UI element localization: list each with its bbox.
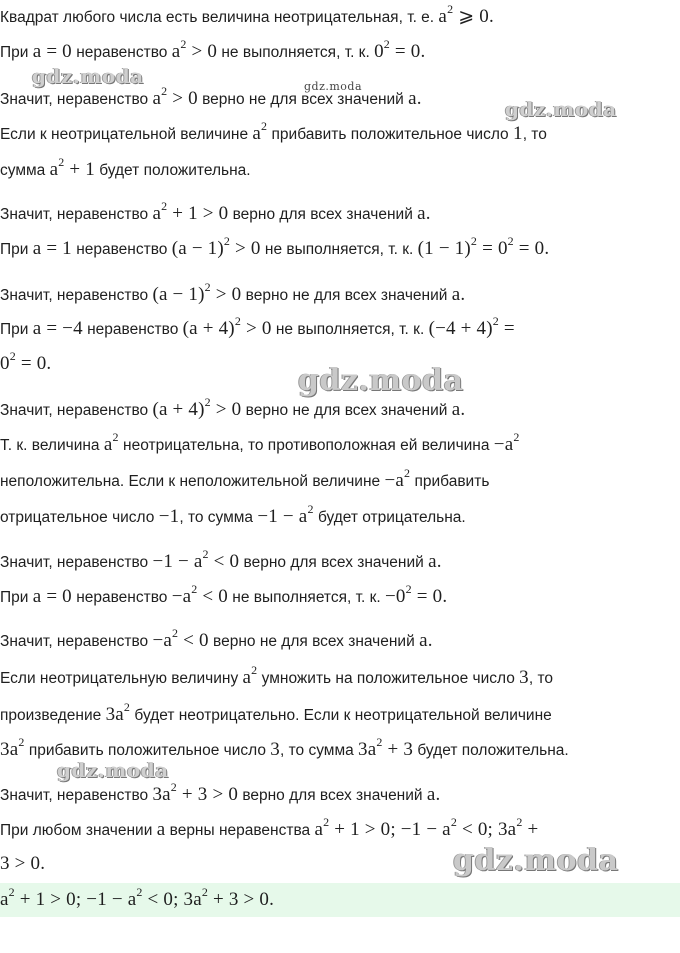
math-expression: a = 0 xyxy=(32,41,72,62)
math-expression: $-a^2$ xyxy=(493,430,520,455)
line-text: , то сумма xyxy=(179,509,258,526)
math-expression: $a^2 + 1 > 0$ xyxy=(152,199,229,224)
line-text: верно не для всех значений xyxy=(241,402,452,419)
line-text: неположительна. Если к неположительной величине xyxy=(0,473,385,490)
math-expression: a = 0 xyxy=(32,586,72,607)
text-line xyxy=(0,466,680,493)
text-line xyxy=(0,502,680,529)
watermark-logo: gdz.moda xyxy=(505,97,617,121)
math-expression: $(a + 4)^2 > 0$ xyxy=(182,314,272,339)
math-expression: 1 xyxy=(512,123,523,144)
text-line xyxy=(0,119,680,146)
line-text: неотрицательна, то противоположная ей величина xyxy=(118,437,494,454)
math-expression: $a^2$ xyxy=(242,663,258,688)
math-expression: a. xyxy=(408,88,422,109)
line-text: , то xyxy=(522,126,547,143)
math-expression: $a^2 > 0$ xyxy=(152,84,198,109)
line-text: , то сумма xyxy=(280,742,359,759)
line-text: Т. к. величина xyxy=(0,437,104,454)
line-text: не выполняется, т. к. xyxy=(217,44,375,61)
math-expression: $a^2 + 1 > 0$; $-1 - a^2 < 0$; $3a^2$ + xyxy=(314,815,539,840)
math-expression: $3a^2 + 3 > 0$ xyxy=(152,780,239,805)
text-line xyxy=(0,582,680,609)
math-expression: $0^2 = 0$. xyxy=(0,349,52,374)
math-expression: a xyxy=(156,819,166,840)
math-expression: $0^2 = 0$. xyxy=(374,37,426,62)
line-text: будет отрицательна. xyxy=(313,509,466,526)
line-text: верно для всех значений xyxy=(238,787,427,804)
line-text: прибавить xyxy=(410,473,490,490)
math-expression: −1 xyxy=(158,506,180,527)
math-expression: a. xyxy=(417,203,431,224)
math-expression: $-0^2 = 0$. xyxy=(385,582,448,607)
line-text: неравенство xyxy=(71,44,172,61)
watermark-logo: gdz.moda xyxy=(304,80,363,93)
line-text: Значит, неравенство xyxy=(0,633,153,650)
math-expression: $(1 - 1)^2 = 0^2 = 0$. xyxy=(417,234,550,259)
math-expression: $(a - 1)^2 > 0$ xyxy=(152,280,242,305)
line-text: прибавить положительное число xyxy=(24,742,271,759)
text-line xyxy=(0,626,680,653)
math-expression: $(a - 1)^2 > 0$ xyxy=(171,234,261,259)
math-expression: 3 xyxy=(519,667,529,688)
line-text: прибавить положительное число xyxy=(267,126,513,143)
math-expression: $-1 - a^2$ xyxy=(257,502,314,527)
math-expression: $a^2 > 0$ xyxy=(171,37,218,62)
text-line xyxy=(0,37,680,64)
line-text: не выполняется, т. к. xyxy=(260,241,418,258)
math-expression: a = 1 xyxy=(32,238,72,259)
line-text: отрицательное число xyxy=(0,509,159,526)
math-expression: $(-4 + 4)^2$ = xyxy=(428,314,515,339)
text-line xyxy=(0,280,680,307)
line-text: не выполняется, т. к. xyxy=(227,589,385,606)
line-text: не выполняется, т. к. xyxy=(271,321,429,338)
line-text: верно не для всех значений xyxy=(241,287,452,304)
math-expression: $a^2 + 1$ xyxy=(49,155,95,180)
line-text: будет положительна. xyxy=(413,742,569,759)
line-text: Значит, неравенство xyxy=(0,554,153,571)
math-expression: $(a + 4)^2 > 0$ xyxy=(152,395,242,420)
math-expression: a. xyxy=(426,784,441,805)
watermark-logo: gdz.moda xyxy=(32,64,144,88)
text-line xyxy=(0,663,680,690)
line-text: верны неравенства xyxy=(165,822,315,839)
line-text: Значит, неравенство xyxy=(0,206,153,223)
text-line xyxy=(0,395,680,422)
line-text: верно не для всех значений xyxy=(208,633,420,650)
line-text: Значит, неравенство xyxy=(0,91,153,108)
watermark-logo: gdz.moda xyxy=(453,843,619,878)
watermark-logo: gdz.moda xyxy=(57,758,169,782)
text-line xyxy=(0,155,680,182)
line-text: При xyxy=(0,44,33,61)
line-text: неравенство xyxy=(82,321,183,338)
line-text: произведение xyxy=(0,707,106,724)
text-line xyxy=(0,780,680,807)
line-text: сумма xyxy=(0,162,50,179)
line-text: Значит, неравенство xyxy=(0,287,153,304)
line-text: , то xyxy=(528,670,554,687)
line-text: верно для всех значений xyxy=(228,206,418,223)
line-text: верно не для всех значений xyxy=(197,91,409,108)
math-expression: a. xyxy=(451,399,466,420)
line-text: При xyxy=(0,589,33,606)
text-line xyxy=(0,700,680,727)
line-text: При xyxy=(0,241,33,258)
line-text: Значит, неравенство xyxy=(0,787,153,804)
line-text: будет положительна. xyxy=(94,162,251,179)
math-expression: a. xyxy=(428,551,442,572)
answer-expression: $a^2 + 1 > 0$; $-1 - a^2 < 0$; $3a^2 + 3 > 0$. xyxy=(0,885,275,910)
math-expression: a. xyxy=(419,630,433,651)
math-expression: $3a^2$ xyxy=(0,735,25,760)
line-text: верно для всех значений xyxy=(239,554,429,571)
answer-line xyxy=(0,885,680,912)
watermark-logo: gdz.moda xyxy=(298,363,464,398)
math-expression: $-a^2$ xyxy=(384,466,411,491)
text-line xyxy=(0,2,680,29)
math-expression: $a^2$ ⩾ 0. xyxy=(438,2,494,27)
math-expression: $a^2$ xyxy=(252,119,268,144)
line-text: будет неотрицательно. Если к неотрицательной величине xyxy=(130,707,552,724)
line-text: При xyxy=(0,321,33,338)
line-text: неравенство xyxy=(71,589,172,606)
math-expression: 3 > 0. xyxy=(0,853,46,874)
text-line xyxy=(0,314,680,341)
math-expression: 3 xyxy=(270,739,280,760)
line-text: Квадрат любого числа есть величина неотрицательная, т. е. xyxy=(0,9,439,26)
line-text: умножить на положительное число xyxy=(257,670,520,687)
math-expression: a. xyxy=(451,284,466,305)
math-expression: $3a^2$ xyxy=(105,700,131,725)
math-expression: a = −4 xyxy=(32,318,83,339)
math-expression: $-a^2 < 0$ xyxy=(152,626,209,651)
math-expression: $3a^2 + 3$ xyxy=(358,735,414,760)
math-expression: $a^2$ xyxy=(103,430,119,455)
text-line xyxy=(0,815,680,842)
text-line xyxy=(0,430,680,457)
math-expression: $-1 - a^2 < 0$ xyxy=(152,547,240,572)
line-text: неравенство xyxy=(71,241,172,258)
text-line xyxy=(0,199,680,226)
math-expression: $-a^2 < 0$ xyxy=(171,582,228,607)
line-text: Если неотрицательную величину xyxy=(0,670,243,687)
line-text: Значит, неравенство xyxy=(0,402,153,419)
text-line xyxy=(0,547,680,574)
text-line xyxy=(0,234,680,261)
line-text: При любом значении xyxy=(0,822,157,839)
line-text: Если к неотрицательной величине xyxy=(0,126,253,143)
